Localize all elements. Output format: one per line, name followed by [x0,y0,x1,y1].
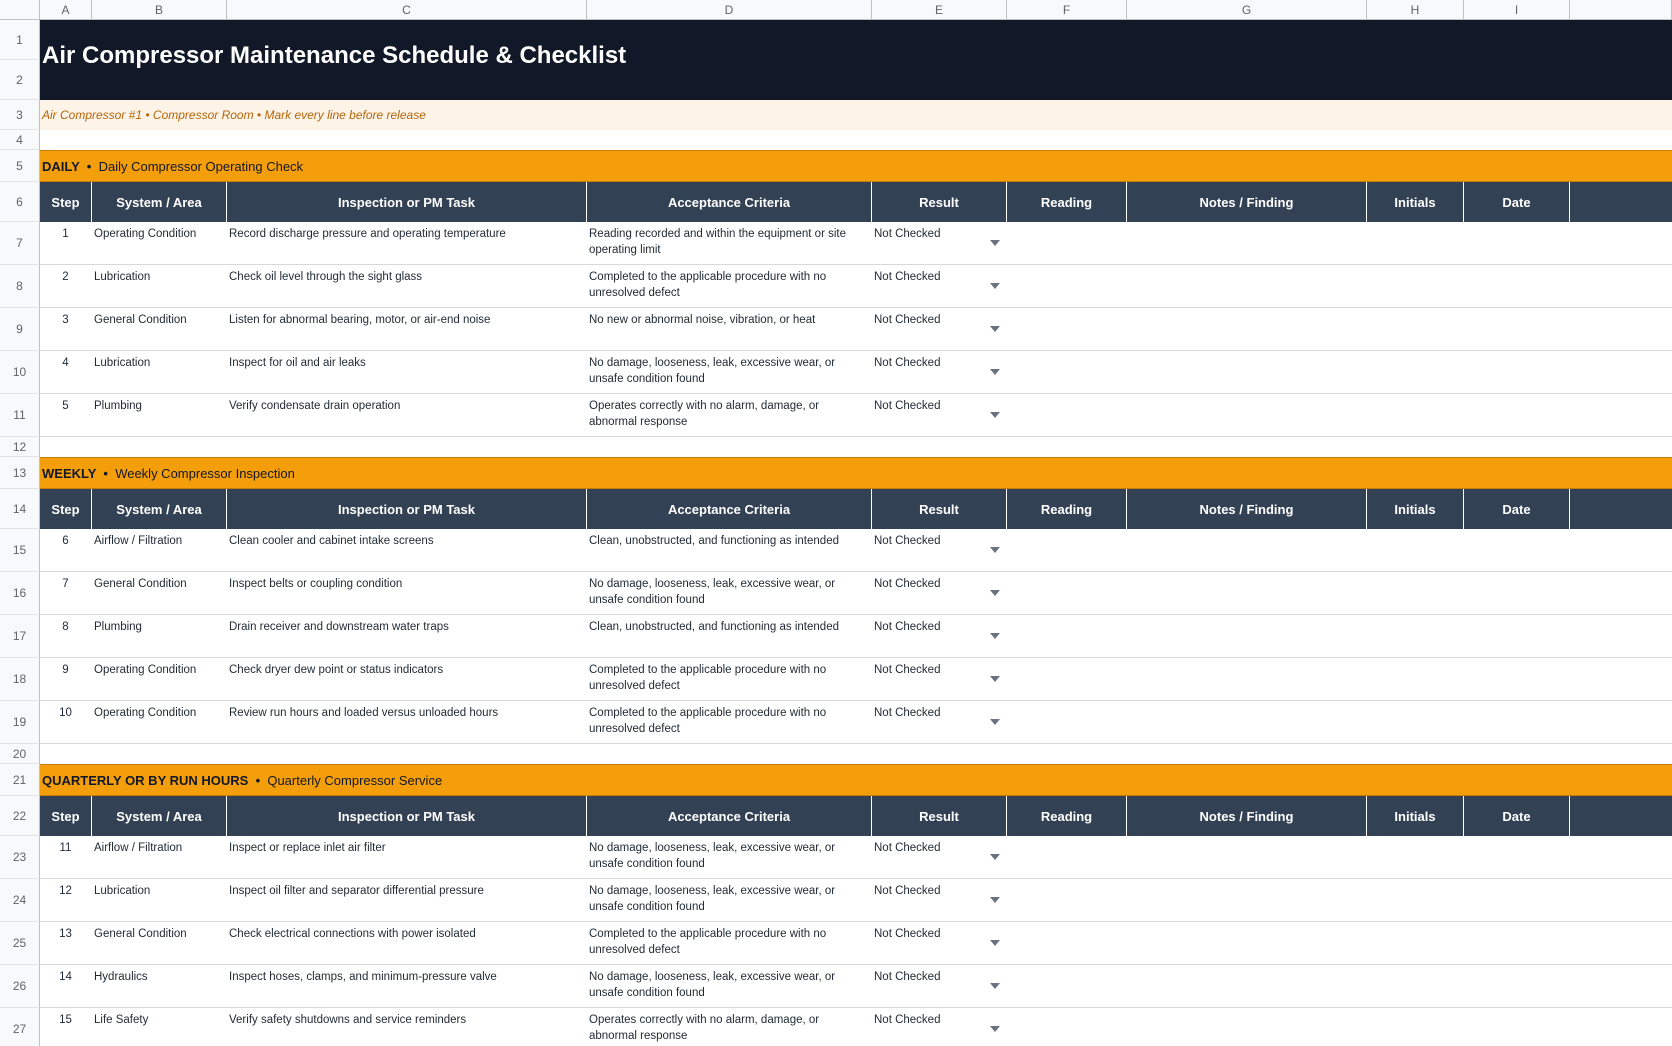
column-heading[interactable]: Initials [1367,182,1464,222]
date-cell[interactable] [1464,658,1570,700]
task-cell[interactable]: Listen for abnormal bearing, motor, or air-end noise [229,314,491,326]
task-cell[interactable]: Inspect for oil and air leaks [229,357,366,369]
step-cell[interactable]: 6 [62,535,69,547]
row-number[interactable]: 22 [0,796,40,836]
reading-cell[interactable] [1007,265,1127,307]
task-cell[interactable]: Check oil level through the sight glass [229,271,423,283]
system-area-cell[interactable]: Operating Condition [94,664,197,676]
result-dropdown[interactable]: Not Checked [872,222,1007,264]
date-cell[interactable] [1464,879,1570,921]
date-cell[interactable] [1464,965,1570,1007]
section-title[interactable] [42,466,295,481]
result-dropdown[interactable]: Not Checked [872,658,1007,700]
system-area-cell[interactable]: General Condition [94,928,187,940]
column-heading[interactable]: Reading [1007,796,1127,836]
row-number[interactable]: 25 [0,922,40,965]
column-heading[interactable]: System / Area [92,489,227,529]
dropdown-caret-icon[interactable] [990,547,1000,553]
criteria-cell[interactable]: No damage, looseness, leak, excessive wear, or unsafe condition found [589,971,836,999]
table-row [40,1008,1672,1046]
column-heading[interactable]: Acceptance Criteria [587,796,872,836]
dropdown-caret-icon[interactable] [990,854,1000,860]
dropdown-caret-icon[interactable] [990,369,1000,375]
notes-cell[interactable] [1127,879,1367,921]
result-dropdown[interactable]: Not Checked [872,965,1007,1007]
result-dropdown[interactable]: Not Checked [872,701,1007,743]
task-cell[interactable]: Inspect or replace inlet air filter [229,842,386,854]
date-cell[interactable] [1464,351,1570,393]
column-heading[interactable]: Inspection or PM Task [227,489,587,529]
task-cell[interactable]: Verify condensate drain operation [229,400,401,412]
criteria-cell[interactable]: No new or abnormal noise, vibration, or heat [589,314,816,326]
column-heading[interactable]: Step [40,489,92,529]
column-header-e[interactable]: E [872,0,1007,20]
step-cell[interactable]: 1 [62,228,69,240]
row-number[interactable]: 19 [0,701,40,744]
row-number[interactable]: 24 [0,879,40,922]
result-dropdown[interactable]: Not Checked [872,572,1007,614]
task-cell[interactable]: Drain receiver and downstream water traps [229,621,449,633]
column-header-i[interactable]: I [1464,0,1570,20]
column-heading[interactable]: Date [1464,489,1570,529]
initials-cell[interactable] [1367,351,1464,393]
reading-cell[interactable] [1007,572,1127,614]
result-dropdown[interactable]: Not Checked [872,836,1007,878]
criteria-cell[interactable]: Clean, unobstructed, and functioning as intended [589,621,839,633]
table-row [40,351,1672,394]
result-dropdown[interactable]: Not Checked [872,351,1007,393]
column-heading[interactable]: Reading [1007,182,1127,222]
table-header-row [40,489,1672,529]
dropdown-caret-icon[interactable] [990,633,1000,639]
system-area-cell[interactable]: Operating Condition [94,707,197,719]
dropdown-caret-icon[interactable] [990,412,1000,418]
reading-cell[interactable] [1007,701,1127,743]
row-number[interactable]: 5 [0,150,40,182]
row-number[interactable]: 18 [0,658,40,701]
column-header-d[interactable]: D [587,0,872,20]
dropdown-caret-icon[interactable] [990,719,1000,725]
criteria-cell[interactable]: Operates correctly with no alarm, damage, or abnormal response [589,1014,820,1042]
dropdown-caret-icon[interactable] [990,983,1000,989]
initials-cell[interactable] [1367,394,1464,436]
dropdown-caret-icon[interactable] [990,590,1000,596]
column-heading[interactable]: Acceptance Criteria [587,489,872,529]
initials-cell[interactable] [1367,836,1464,878]
column-heading[interactable]: Acceptance Criteria [587,182,872,222]
notes-cell[interactable] [1127,658,1367,700]
section-separator: • [248,773,268,788]
reading-cell[interactable] [1007,879,1127,921]
criteria-cell[interactable]: Reading recorded and within the equipment or site operating limit [589,228,846,256]
reading-cell[interactable] [1007,658,1127,700]
table-row [40,529,1672,572]
column-heading[interactable]: System / Area [92,182,227,222]
notes-cell[interactable] [1127,222,1367,264]
initials-cell[interactable] [1367,922,1464,964]
system-area-cell[interactable]: Lubrication [94,885,151,897]
step-cell[interactable]: 8 [62,621,69,633]
reading-cell[interactable] [1007,836,1127,878]
result-dropdown[interactable]: Not Checked [872,615,1007,657]
date-cell[interactable] [1464,1008,1570,1046]
row-number[interactable]: 15 [0,529,40,572]
column-heading[interactable]: Notes / Finding [1127,489,1367,529]
reading-cell[interactable] [1007,351,1127,393]
system-area-cell[interactable]: Airflow / Filtration [94,842,183,854]
date-cell[interactable] [1464,308,1570,350]
section-name: Weekly Compressor Inspection [115,466,295,481]
step-cell[interactable]: 9 [62,664,69,676]
row-number[interactable]: 20 [0,744,40,764]
initials-cell[interactable] [1367,658,1464,700]
task-cell[interactable]: Inspect hoses, clamps, and minimum-pressure valve [229,971,497,983]
task-cell[interactable]: Verify safety shutdowns and service reminders [229,1014,467,1026]
table-row [40,701,1672,744]
system-area-cell[interactable]: General Condition [94,578,187,590]
system-area-cell[interactable]: Lubrication [94,271,151,283]
notes-cell[interactable] [1127,836,1367,878]
result-dropdown[interactable]: Not Checked [872,265,1007,307]
table-row [40,658,1672,701]
column-header-c[interactable]: C [227,0,587,20]
column-heading[interactable]: Result [872,796,1007,836]
date-cell[interactable] [1464,836,1570,878]
section-bar [40,150,1672,182]
section-name: Quarterly Compressor Service [267,773,443,788]
notes-cell[interactable] [1127,308,1367,350]
section-code: DAILY [42,159,80,174]
notes-cell[interactable] [1127,615,1367,657]
criteria-cell[interactable]: No damage, looseness, leak, excessive wear, or unsafe condition found [589,357,836,385]
column-heading[interactable]: Initials [1367,489,1464,529]
row-number[interactable]: 17 [0,615,40,658]
step-cell[interactable]: 15 [59,1014,72,1026]
system-area-cell[interactable]: Hydraulics [94,971,148,983]
row-number[interactable]: 2 [0,60,40,100]
column-heading[interactable]: Date [1464,796,1570,836]
reading-cell[interactable] [1007,529,1127,571]
table-header-row [40,182,1672,222]
system-area-cell[interactable]: Plumbing [94,400,142,412]
column-heading[interactable]: Notes / Finding [1127,796,1367,836]
row-number[interactable]: 13 [0,457,40,489]
table-row [40,879,1672,922]
system-area-cell[interactable]: Airflow / Filtration [94,535,183,547]
row-number[interactable]: 12 [0,437,40,457]
dropdown-caret-icon[interactable] [990,326,1000,332]
row-number[interactable]: 1 [0,20,40,60]
notes-cell[interactable] [1127,265,1367,307]
column-heading[interactable]: Reading [1007,489,1127,529]
initials-cell[interactable] [1367,529,1464,571]
task-cell[interactable]: Inspect oil filter and separator differential pressure [229,885,484,897]
table-row [40,615,1672,658]
row-number[interactable]: 7 [0,222,40,265]
section-bar [40,457,1672,489]
reading-cell[interactable] [1007,965,1127,1007]
table-row [40,572,1672,615]
column-heading[interactable]: Step [40,796,92,836]
system-area-cell[interactable]: Operating Condition [94,228,197,240]
column-header-filler [1570,0,1672,20]
date-cell[interactable] [1464,701,1570,743]
dropdown-caret-icon[interactable] [990,240,1000,246]
row-number[interactable]: 21 [0,764,40,796]
dropdown-caret-icon[interactable] [990,283,1000,289]
initials-cell[interactable] [1367,965,1464,1007]
initials-cell[interactable] [1367,879,1464,921]
result-dropdown[interactable]: Not Checked [872,1008,1007,1046]
table-row [40,308,1672,351]
date-cell[interactable] [1464,615,1570,657]
criteria-cell[interactable]: Operates correctly with no alarm, damage, or abnormal response [589,400,820,428]
column-header-row [0,0,1672,20]
row-number[interactable]: 27 [0,1008,40,1046]
criteria-cell[interactable]: Completed to the applicable procedure with no unresolved defect [589,928,827,956]
date-cell[interactable] [1464,394,1570,436]
section-code: QUARTERLY OR BY RUN HOURS [42,773,249,788]
table-row [40,394,1672,437]
column-header-b[interactable]: B [92,0,227,20]
column-heading[interactable]: Result [872,489,1007,529]
initials-cell[interactable] [1367,308,1464,350]
column-heading[interactable]: Date [1464,182,1570,222]
step-cell[interactable]: 13 [59,928,72,940]
column-header-g[interactable]: G [1127,0,1367,20]
section-title[interactable] [42,773,442,788]
column-header-h[interactable]: H [1367,0,1464,20]
step-cell[interactable]: 11 [59,842,72,854]
row-number[interactable]: 16 [0,572,40,615]
row-number[interactable]: 3 [0,100,40,130]
column-heading[interactable]: Result [872,182,1007,222]
task-cell[interactable]: Clean cooler and cabinet intake screens [229,535,434,547]
system-area-cell[interactable]: Plumbing [94,621,142,633]
result-dropdown[interactable]: Not Checked [872,529,1007,571]
reading-cell[interactable] [1007,1008,1127,1046]
step-cell[interactable]: 2 [62,271,69,283]
reading-cell[interactable] [1007,222,1127,264]
task-cell[interactable]: Check electrical connections with power isolated [229,928,476,940]
dropdown-caret-icon[interactable] [990,940,1000,946]
initials-cell[interactable] [1367,572,1464,614]
step-cell[interactable]: 14 [59,971,72,983]
system-area-cell[interactable]: Lubrication [94,357,151,369]
section-separator: • [79,159,99,174]
step-cell[interactable]: 10 [59,707,72,719]
row-number[interactable]: 11 [0,394,40,437]
notes-cell[interactable] [1127,351,1367,393]
dropdown-caret-icon[interactable] [990,1026,1000,1032]
sheet-subtitle[interactable]: Air Compressor #1 • Compressor Room • Mark every line before release [42,108,426,122]
result-dropdown[interactable]: Not Checked [872,394,1007,436]
date-cell[interactable] [1464,922,1570,964]
select-all-corner[interactable] [0,0,40,20]
criteria-cell[interactable]: Completed to the applicable procedure with no unresolved defect [589,707,827,735]
row-number[interactable]: 23 [0,836,40,879]
table-row [40,836,1672,879]
reading-cell[interactable] [1007,308,1127,350]
section-separator: • [96,466,116,481]
notes-cell[interactable] [1127,394,1367,436]
table-row [40,265,1672,308]
row-number[interactable]: 26 [0,965,40,1008]
row-number[interactable]: 14 [0,489,40,529]
date-cell[interactable] [1464,265,1570,307]
dropdown-caret-icon[interactable] [990,897,1000,903]
initials-cell[interactable] [1367,701,1464,743]
row-number[interactable]: 4 [0,130,40,150]
task-cell[interactable]: Inspect belts or coupling condition [229,578,403,590]
table-header-row [40,796,1672,836]
task-cell[interactable]: Check dryer dew point or status indicators [229,664,444,676]
column-heading[interactable]: Initials [1367,796,1464,836]
task-cell[interactable]: Review run hours and loaded versus unloaded hours [229,707,499,719]
notes-cell[interactable] [1127,529,1367,571]
result-dropdown[interactable]: Not Checked [872,308,1007,350]
initials-cell[interactable] [1367,615,1464,657]
section-code: WEEKLY [42,466,97,481]
initials-cell[interactable] [1367,1008,1464,1046]
dropdown-caret-icon[interactable] [990,676,1000,682]
section-name: Daily Compressor Operating Check [98,159,304,174]
row-number[interactable]: 6 [0,182,40,222]
date-cell[interactable] [1464,529,1570,571]
initials-cell[interactable] [1367,265,1464,307]
notes-cell[interactable] [1127,965,1367,1007]
reading-cell[interactable] [1007,394,1127,436]
table-row [40,222,1672,265]
sheet-title[interactable]: Air Compressor Maintenance Schedule & Checklist [42,42,627,69]
notes-cell[interactable] [1127,1008,1367,1046]
row-number[interactable]: 10 [0,351,40,394]
system-area-cell[interactable]: Life Safety [94,1014,149,1026]
criteria-cell[interactable]: Clean, unobstructed, and functioning as intended [589,535,839,547]
column-header-a[interactable]: A [40,0,92,20]
criteria-cell[interactable]: Completed to the applicable procedure with no unresolved defect [589,664,827,692]
date-cell[interactable] [1464,572,1570,614]
reading-cell[interactable] [1007,922,1127,964]
result-dropdown[interactable]: Not Checked [872,879,1007,921]
reading-cell[interactable] [1007,615,1127,657]
column-header-f[interactable]: F [1007,0,1127,20]
criteria-cell[interactable]: No damage, looseness, leak, excessive wear, or unsafe condition found [589,578,836,606]
result-dropdown[interactable]: Not Checked [872,922,1007,964]
section-title[interactable] [42,159,303,174]
notes-cell[interactable] [1127,701,1367,743]
notes-cell[interactable] [1127,572,1367,614]
step-cell[interactable]: 4 [62,357,69,369]
column-heading[interactable]: Inspection or PM Task [227,182,587,222]
row-number[interactable]: 8 [0,265,40,308]
column-heading[interactable]: Notes / Finding [1127,182,1367,222]
row-number[interactable]: 9 [0,308,40,351]
criteria-cell[interactable]: No damage, looseness, leak, excessive wear, or unsafe condition found [589,842,836,870]
step-cell[interactable]: 5 [62,400,69,412]
table-row [40,965,1672,1008]
criteria-cell[interactable]: Completed to the applicable procedure with no unresolved defect [589,271,827,299]
step-cell[interactable]: 7 [62,578,69,590]
step-cell[interactable]: 3 [62,314,69,326]
date-cell[interactable] [1464,222,1570,264]
system-area-cell[interactable]: General Condition [94,314,187,326]
section-bar [40,764,1672,796]
task-cell[interactable]: Record discharge pressure and operating temperature [229,228,506,240]
column-heading[interactable]: System / Area [92,796,227,836]
criteria-cell[interactable]: No damage, looseness, leak, excessive wear, or unsafe condition found [589,885,836,913]
initials-cell[interactable] [1367,222,1464,264]
step-cell[interactable]: 12 [59,885,72,897]
column-heading[interactable]: Step [40,182,92,222]
column-heading[interactable]: Inspection or PM Task [227,796,587,836]
table-row [40,922,1672,965]
notes-cell[interactable] [1127,922,1367,964]
